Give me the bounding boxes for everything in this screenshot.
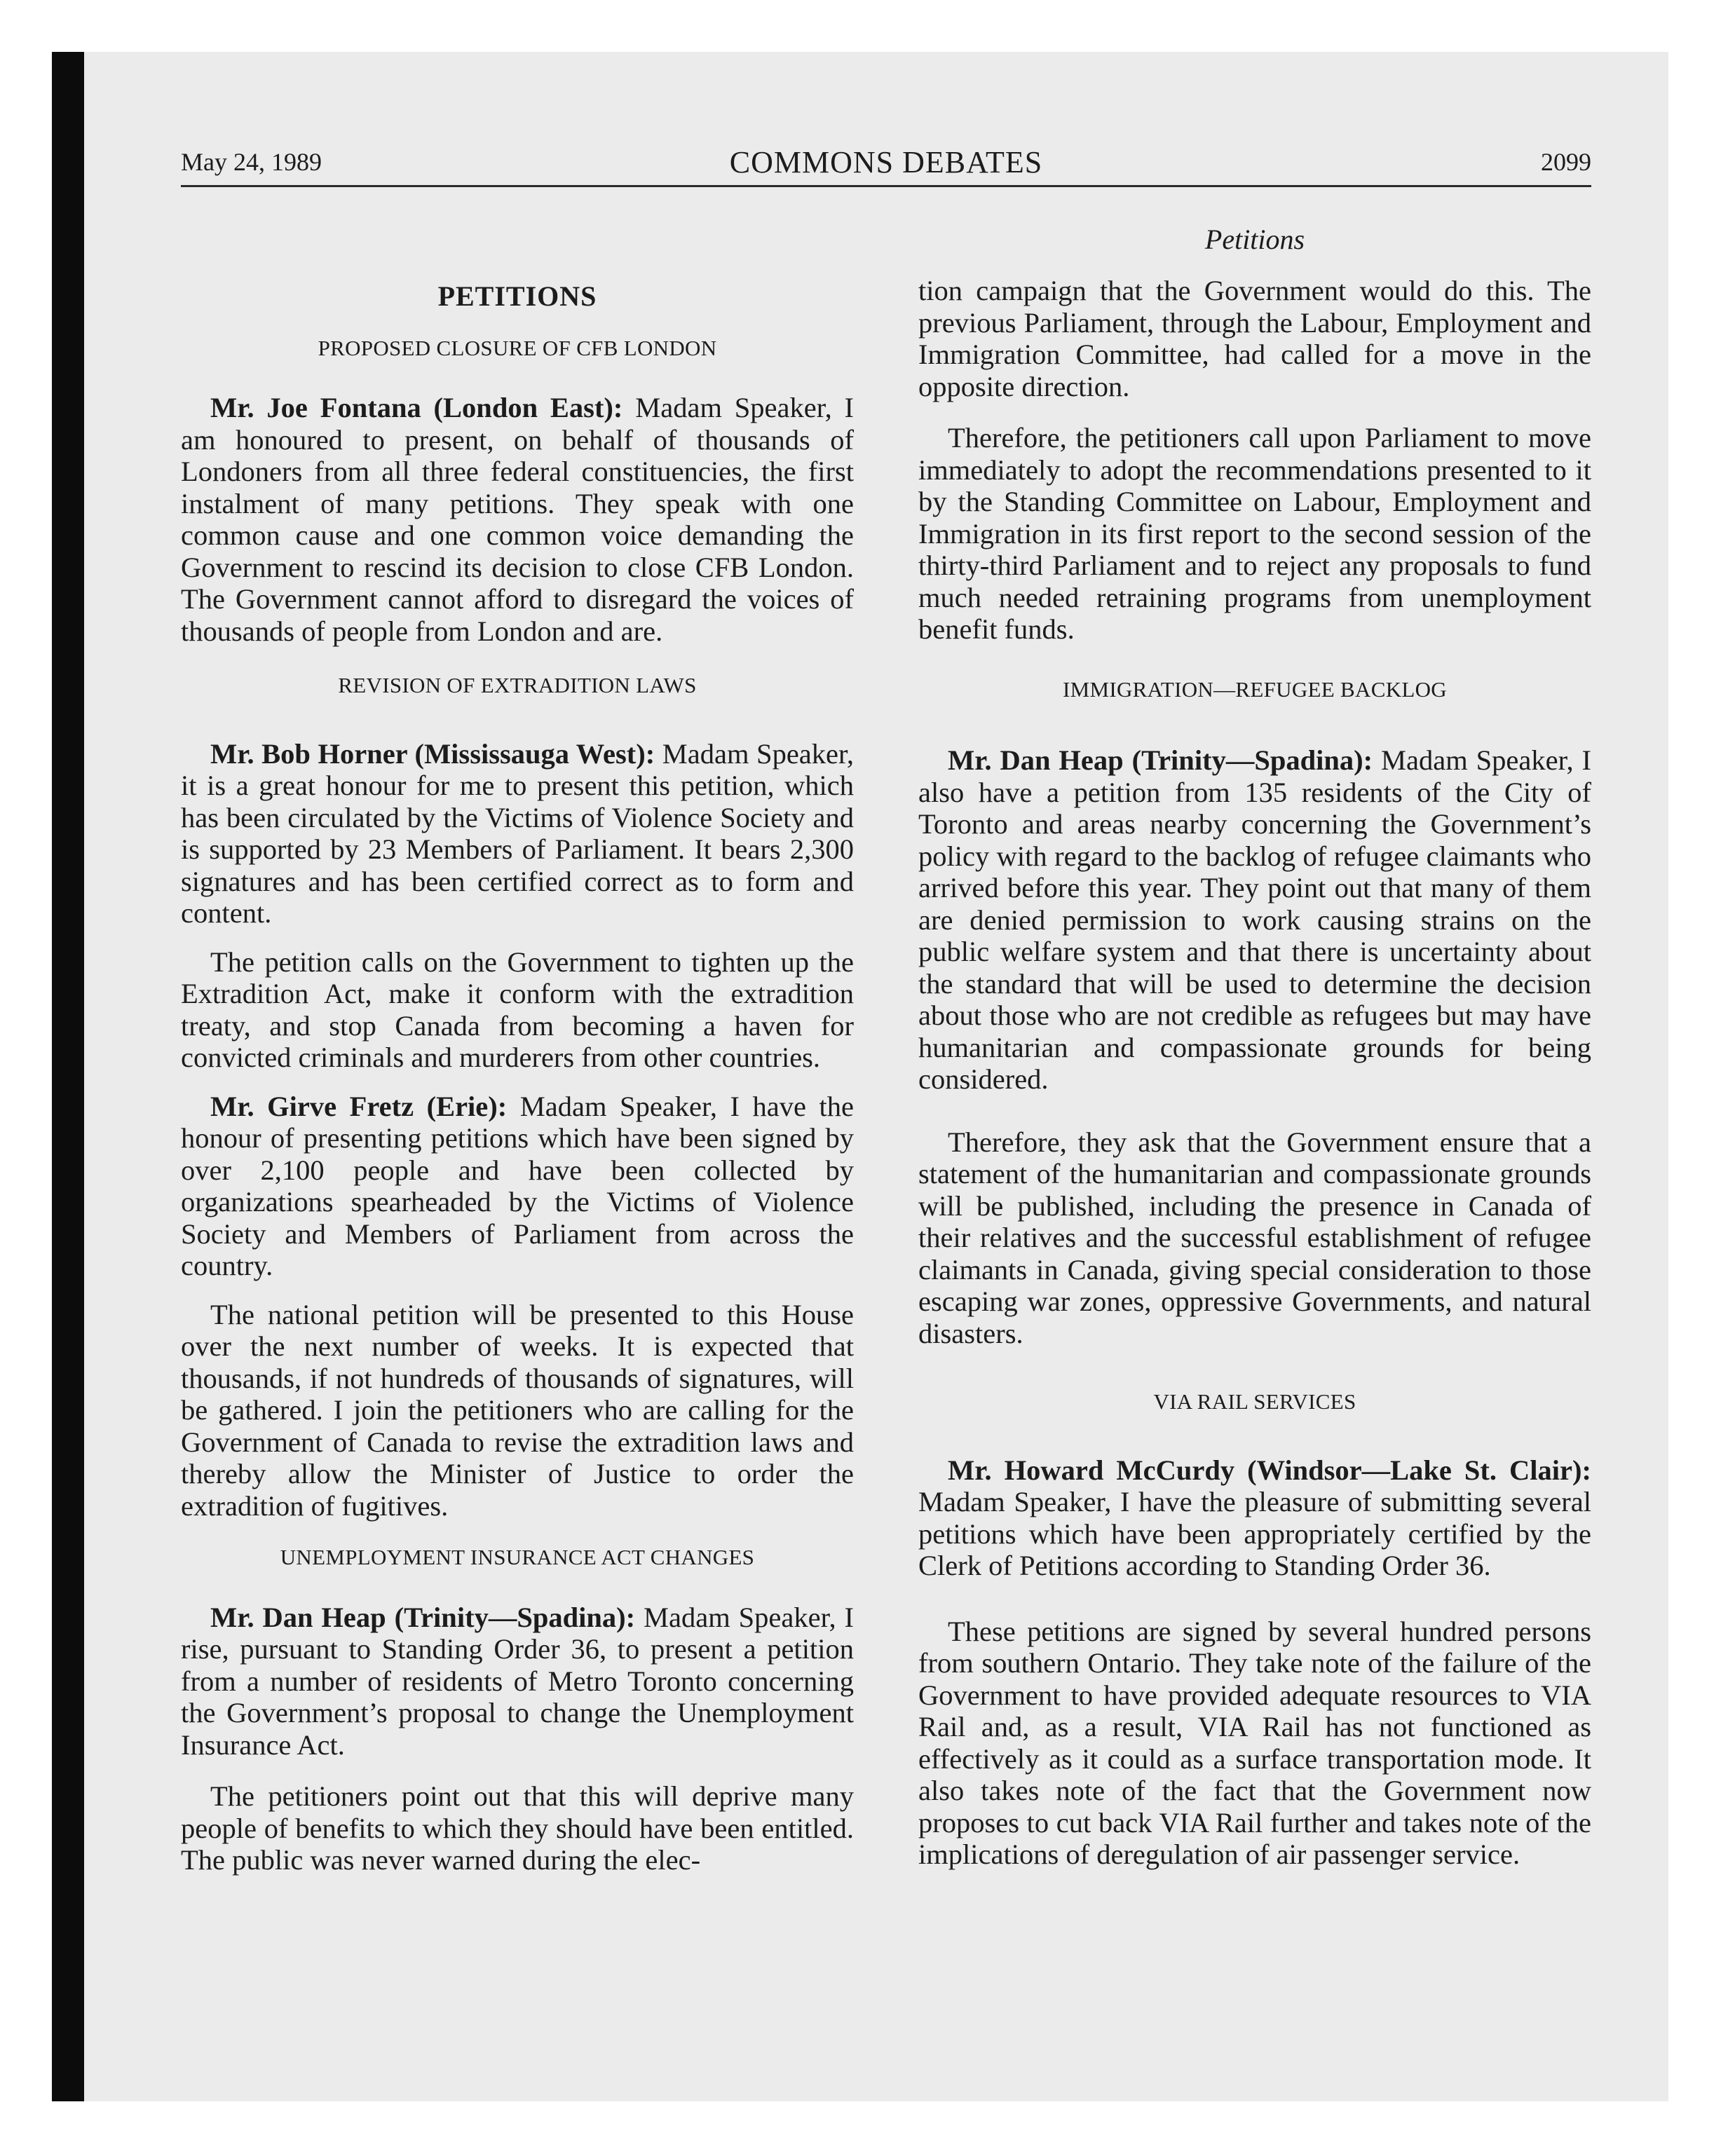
header-rule [181,185,1591,187]
page-header [181,144,1591,186]
speaker-name: Mr. Bob Horner (Mississauga West): [210,737,655,770]
paragraph: tion campaign that the Government would do this. The previous Parliament, through the Labour, Employment and Immigration Committee, had called for a move in the opposite direction. [918,275,1591,402]
section-title: PETITIONS [437,280,597,312]
header-date: May 24, 1989 [181,148,322,176]
paragraph: Therefore, they ask that the Government ensure that a statement of the humanitarian and compassionate grounds will be published, including the presence in Canada of their relatives and the successful establishment of refugee claimants in Canada, giving special consideration to those escaping war zones, oppressive Governments, and natural disasters. [918,1126,1591,1349]
paragraph: Therefore, the petitioners call upon Parliament to move immediately to adopt the recommendations presented to it by the Standing Committee on Labour, Employment and Immigration in its first report to the second session of the thirty-third Parliament and to reject any proposals to fund much needed retraining programs from unemployment benefit funds. [918,422,1591,645]
speaker-name: Mr. Dan Heap (Trinity—Spadina): [948,744,1373,776]
speaker-name: Mr. Girve Fretz (Erie): [210,1090,508,1122]
paragraph [181,392,854,647]
paragraph-text: Madam Speaker, it is a great honour for me to present this petition, which has been circulated by the Victims of Violence Society and is supported by 23 Members of Parliament. It bears 2,300 signatures and has been certified correct as to form and content. [181,737,854,929]
speaker-name: Mr. Howard McCurdy (Windsor—Lake St. Clair): [948,1454,1591,1486]
paragraph: The petitioners point out that this will deprive many people of benefits to which they should have been entitled. The public was never warned during the elec- [181,1780,854,1876]
paragraph [918,744,1591,1096]
subsection-heading: IMMIGRATION—REFUGEE BACKLOG [1062,676,1447,702]
subsection-heading: VIA RAIL SERVICES [1153,1389,1356,1414]
header-page-number: 2099 [1541,148,1591,176]
paragraph [181,738,854,929]
paragraph: These petitions are signed by several hundred persons from southern Ontario. They take note of the failure of the Government to have provided adequate resources to VIA Rail and, as a result, VIA Rail has not functioned as effectively as it could as a surface transportation mode. It also takes note of the fact that the Government now proposes to cut back VIA Rail further and takes note of the implications of deregulation of air passenger service. [918,1615,1591,1870]
paragraph: The national petition will be presented to this House over the next number of weeks. It is expected that thousands, if not hundreds of thousands of signatures, will be gathered. I join the petitioners who are calling for the Government of Canada to revise the extradition laws and thereby allow the Minister of Justice to order the extradition of fugitives. [181,1298,854,1522]
speaker-name: Mr. Joe Fontana (London East): [210,392,623,423]
paragraph [918,1454,1591,1582]
paragraph [181,1091,854,1282]
subsection-heading: PROPOSED CLOSURE OF CFB LONDON [318,335,717,360]
speaker-name: Mr. Dan Heap (Trinity—Spadina): [210,1601,636,1633]
paragraph-text: Madam Speaker, I am honoured to present, on behalf of thousands of Londoners from all three federal constituencies, the first instalment of many petitions. They speak with one common cause and one common voice demanding the Government to rescind its decision to close CFB London. The Government cannot afford to disregard the voices of thousands of people from London and are. [181,392,854,647]
paragraph-text: Madam Speaker, I have the pleasure of submitting several petitions which have been appropriately certified by the Clerk of Petitions according to Standing Order 36. [918,1486,1591,1581]
header-publication: COMMONS DEBATES [729,145,1043,179]
paragraph-text: Madam Speaker, I have the honour of presenting petitions which have been signed by over 2,100 people and have been collected by organizations spearheaded by the Victims of Violence Society and Members of Parliament from across the country. [181,1090,854,1281]
right-column [918,275,1591,1871]
subsection-heading: UNEMPLOYMENT INSURANCE ACT CHANGES [280,1545,755,1569]
paragraph [181,1602,854,1761]
paragraph-text: Madam Speaker, I also have a petition from 135 residents of the City of Toronto and areas nearby concerning the Government’s policy with regard to the backlog of refugee claimants who arrived before this year. They point out that many of them are denied permission to work causing strains on the public welfare system and that there is uncertainty about the standard that will be used to determine the decision about those who are not credible as refugees but may have humanitarian and compassionate grounds for being considered. [918,744,1591,1095]
running-head: Petitions [1204,224,1305,255]
binding-edge [52,52,84,2101]
left-column [181,275,854,1876]
paragraph: The petition calls on the Government to tighten up the Extradition Act, make it conform with the extradition treaty, and stop Canada from becoming a haven for convicted criminals and murderers from other countries. [181,946,854,1073]
subsection-heading: REVISION OF EXTRADITION LAWS [338,673,697,697]
paragraph-text: Madam Speaker, I rise, pursuant to Standing Order 36, to present a petition from a number of residents of Metro Toronto concerning the Government’s proposal to change the Unemployment Insurance Act. [181,1601,854,1761]
